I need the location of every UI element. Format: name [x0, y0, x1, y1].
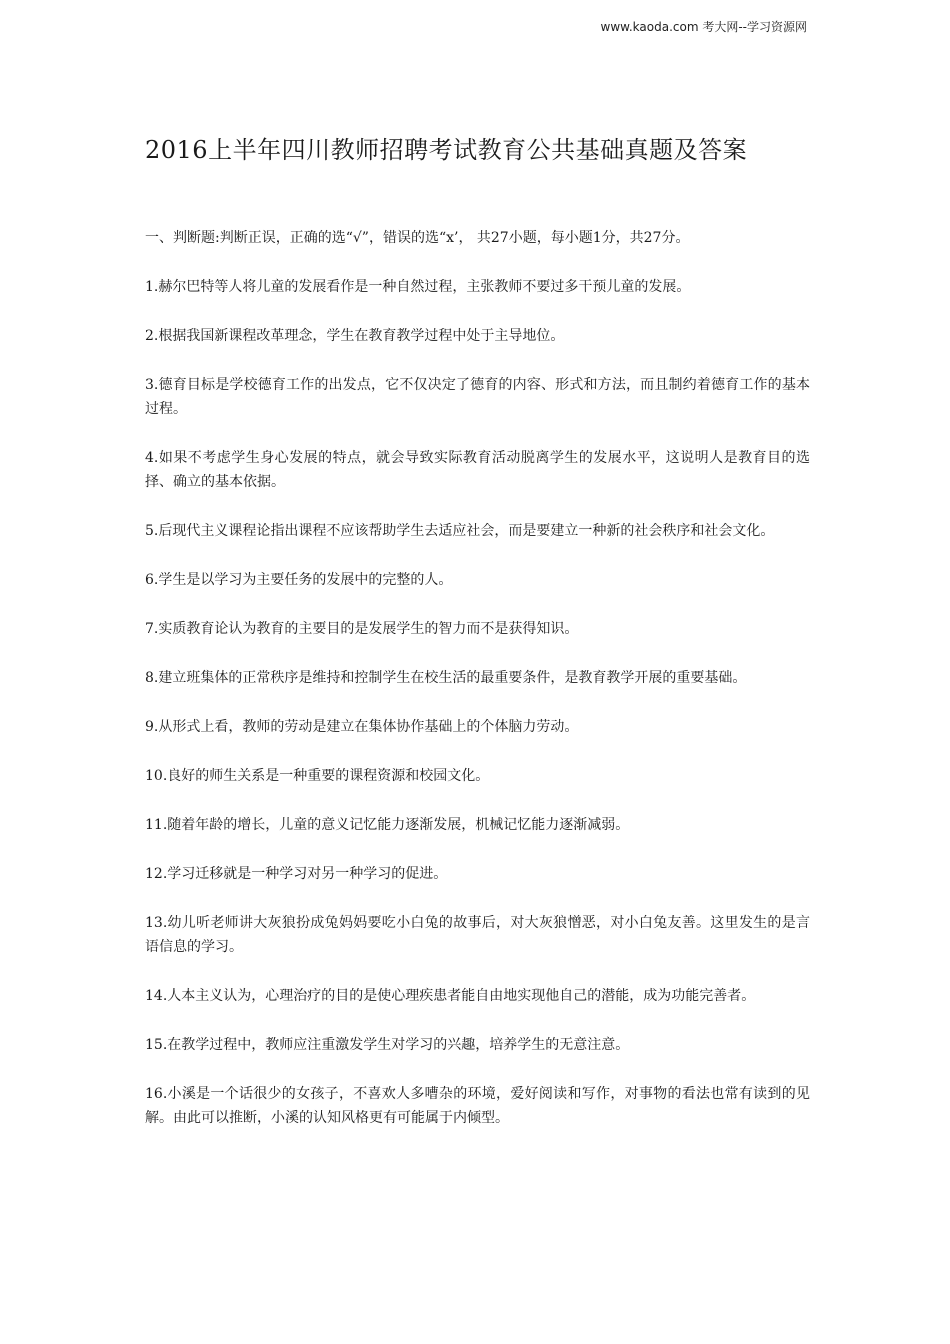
document-title: 2016上半年四川教师招聘考试教育公共基础真题及答案 — [145, 136, 748, 164]
question-item: 10.良好的师生关系是一种重要的课程资源和校园文化。 — [145, 768, 490, 784]
question-item: 12.学习迁移就是一种学习对另一种学习的促进。 — [145, 866, 448, 882]
question-item: 2.根据我国新课程改革理念，学生在教育教学过程中处于主导地位。 — [145, 328, 565, 344]
page-header-source: www.kaoda.com 考大网--学习资源网 — [600, 20, 807, 34]
document-body — [145, 226, 810, 1155]
question-item: 7.实质教育论认为教育的主要目的是发展学生的智力而不是获得知识。 — [145, 621, 579, 637]
question-item: 13.幼儿听老师讲大灰狼扮成兔妈妈要吃小白兔的故事后，对大灰狼憎恶，对小白兔友善。这里发生的是言语信息的学习。 — [145, 915, 810, 955]
question-item: 11.随着年龄的增长，儿童的意义记忆能力逐渐发展，机械记忆能力逐渐减弱。 — [145, 817, 630, 833]
question-item: 9.从形式上看，教师的劳动是建立在集体协作基础上的个体脑力劳动。 — [145, 719, 579, 735]
section-instructions: 一、判断题:判断正误，正确的选“√”，错误的选“x’， 共27小题，每小题1分，共27分。 — [145, 230, 690, 246]
question-list — [145, 275, 810, 1130]
question-item: 5.后现代主义课程论指出课程不应该帮助学生去适应社会，而是要建立一种新的社会秩序和社会文化。 — [145, 523, 775, 539]
question-item: 3.德育目标是学校德育工作的出发点，它不仅决定了德育的内容、形式和方法，而且制约着德育工作的基本过程。 — [145, 377, 810, 417]
question-item: 14.人本主义认为，心理治疗的目的是使心理疾患者能自由地实现他自己的潜能，成为功能完善者。 — [145, 988, 756, 1004]
question-item: 6.学生是以学习为主要任务的发展中的完整的人。 — [145, 572, 453, 588]
question-item: 1.赫尔巴特等人将儿童的发展看作是一种自然过程，主张教师不要过多干预儿童的发展。 — [145, 279, 691, 295]
question-item: 4.如果不考虑学生身心发展的特点，就会导致实际教育活动脱离学生的发展水平，这说明人是教育目的选择、确立的基本依据。 — [145, 450, 810, 490]
question-item: 8.建立班集体的正常秩序是维持和控制学生在校生活的最重要条件，是教育教学开展的重要基础。 — [145, 670, 747, 686]
question-item: 16.小溪是一个话很少的女孩子，不喜欢人多嘈杂的环境，爱好阅读和写作，对事物的看法也常有读到的见解。由此可以推断，小溪的认知风格更有可能属于内倾型。 — [145, 1086, 810, 1126]
question-item: 15.在教学过程中，教师应注重激发学生对学习的兴趣，培养学生的无意注意。 — [145, 1037, 630, 1053]
